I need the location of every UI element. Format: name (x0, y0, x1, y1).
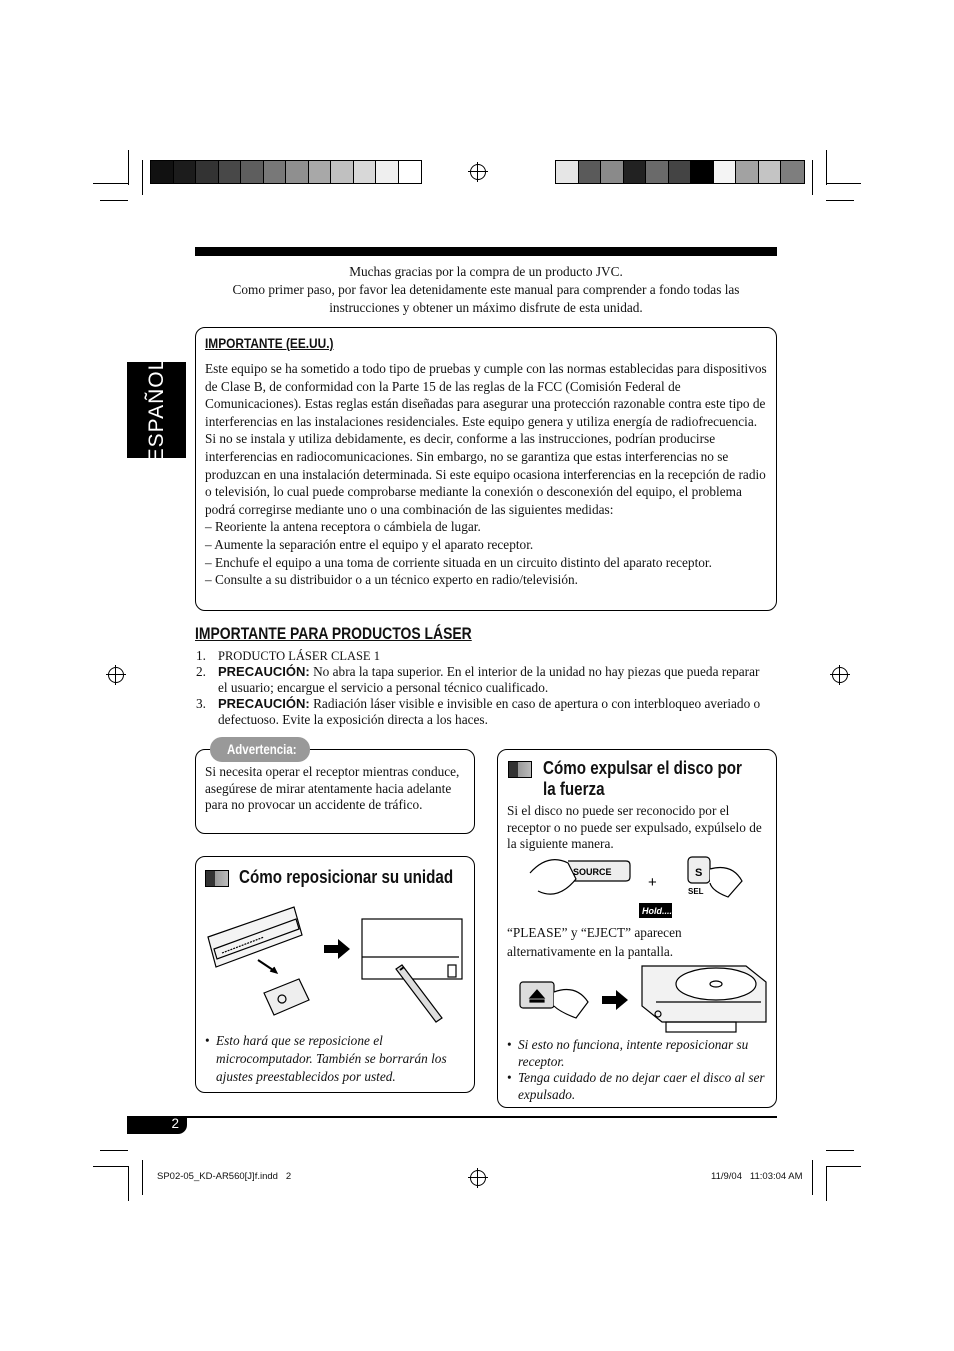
arrow-icon (602, 990, 628, 1010)
color-swatch (579, 161, 602, 183)
color-swatch (286, 161, 309, 183)
bottom-rule (187, 1116, 777, 1118)
eject-note: • Si esto no funciona, intente reposicionar su receptor. (507, 1037, 772, 1070)
laser-heading: IMPORTANTE PARA PRODUCTOS LÁSER (195, 624, 472, 643)
color-swatch (781, 161, 804, 183)
eject-intro: Si el disco no puede ser reconocido por el receptor o no puede ser expulsado, expúlselo de la siguiente manera. (507, 803, 762, 851)
color-swatch (376, 161, 399, 183)
color-swatch (399, 161, 422, 183)
important-us-box (195, 327, 777, 611)
color-swatch (219, 161, 242, 183)
footer-file: SP02-05_KD-AR560[J]f.indd 2 (157, 1171, 292, 1182)
registration-mark-bottom (470, 1170, 486, 1186)
color-swatch (624, 161, 647, 183)
eject-title: Cómo expulsar el disco por la fuerza (543, 757, 742, 799)
laser-list (196, 648, 766, 728)
important-us-paragraph: Este equipo se ha sometido a todo tipo de pruebas y cumple con las normas establecidas para dispositivos de Clase B, de conformidad con la Parte 15 de las reglas de la FCC (Comisión Federal de Comunicaciones). Estas reglas están diseñadas para asegurar una protección razonable contra este tipo de interferencias en las instalaciones residenciales. Este equipo genera y utiliza energía de radiofrecuencia. Si no se instala y utiliza debidamente, es decir, conforme a las instrucciones, podrían producirse interferencias en radiocomunicaciones. Sin embargo, no se garantiza que estas interferencias no se produzcan en una instalación determinada. Si este equipo ocasiona interferencias en la recepción de radio o televisión, lo cual puede comprobarse mediante la conexión o desconexión del equipo, el problema podrá corregirse mediante uno o una combinación de las siguientes medidas: (205, 361, 767, 517)
reset-note: • Esto hará que se reposicione el microcomputador. También se borrarán los ajustes preestablecidos por usted. (205, 1032, 467, 1086)
color-swatch (241, 161, 264, 183)
important-us-body (205, 360, 771, 589)
reset-box (195, 856, 475, 1093)
eject-illustration (516, 962, 771, 1042)
registration-mark-top (470, 164, 486, 180)
intro-line-2: Como primer paso, por favor lea detenidamente este manual para comprender a fondo todas las instrucciones y obtener un máximo disfrute de esta unidad. (232, 282, 740, 315)
color-swatch (264, 161, 287, 183)
eject-display-text: “PLEASE” y “EJECT” aparecen alternativamente en la pantalla. (507, 925, 682, 959)
registration-mark-right (832, 667, 848, 683)
measure-item: – Consulte a su distribuidor o a un técnico experto en radio/televisión. (205, 572, 578, 588)
intro-text (196, 263, 776, 317)
eject-button-icon (520, 982, 588, 1018)
reset-illustration (204, 897, 469, 1032)
color-bar-right (555, 160, 805, 184)
eject-note: • Tenga cuidado de no dejar caer el disco al ser expulsado. (507, 1070, 772, 1103)
intro-line-1: Muchas gracias por la compra de un producto JVC. (349, 264, 623, 279)
important-us-heading: IMPORTANTE (EE.UU.) (205, 336, 334, 351)
color-swatch (309, 161, 332, 183)
section-marker-icon (205, 870, 229, 887)
plus-sign: + (648, 874, 657, 891)
color-swatch (601, 161, 624, 183)
arrow-icon (324, 939, 350, 959)
measure-item: – Aumente la separación entre el equipo y el aparato receptor. (205, 536, 534, 552)
disc-ejecting-icon (642, 966, 766, 1032)
page-number: 2 (171, 1116, 179, 1131)
hold-label: Hold.... (642, 906, 672, 916)
laser-item-3: 3. PRECAUCIÓN: Radiación láser visible e invisible en caso de apertura o con interbloqueo averiado o defectuoso. Evite la exposición directa a los haces. (196, 696, 761, 727)
language-tab: ESPAÑOL (127, 362, 186, 458)
measure-item: – Enchufe el equipo a una toma de corriente situada en un circuito distinto del aparato receptor. (205, 554, 712, 570)
measure-item: – Reoriente la antena receptora o cámbiela de lugar. (205, 519, 481, 535)
eject-buttons-illustration (528, 853, 768, 923)
sel-label: SEL (688, 887, 704, 896)
receiver-icon (208, 907, 309, 1015)
color-swatch (714, 161, 737, 183)
footer-date: 11/9/04 11:03:04 AM (711, 1171, 803, 1182)
color-swatch (736, 161, 759, 183)
color-swatch (669, 161, 692, 183)
warning-text: Si necesita operar el receptor mientras conduce, asegúrese de mirar atentamente hacia adelante para no provocar un accidente de tráfico. (205, 764, 460, 812)
reset-title: Cómo reposicionar su unidad (239, 866, 454, 887)
color-swatch (646, 161, 669, 183)
reset-notes (205, 1032, 467, 1086)
warning-badge: Advertencia: (210, 737, 310, 762)
top-rule (195, 247, 777, 256)
registration-mark-left (108, 667, 124, 683)
s-label: S (695, 867, 703, 879)
laser-item-1: 1. PRODUCTO LÁSER CLASE 1 (196, 648, 380, 663)
color-swatch (691, 161, 714, 183)
color-bar-left (150, 160, 422, 184)
color-swatch (556, 161, 579, 183)
color-swatch (759, 161, 782, 183)
reset-button-pen-icon (362, 919, 462, 1022)
eject-box (497, 749, 777, 1108)
eject-notes (507, 1037, 772, 1103)
source-label: SOURCE (573, 867, 612, 877)
color-swatch (151, 161, 174, 183)
color-swatch (331, 161, 354, 183)
color-swatch (196, 161, 219, 183)
color-swatch (354, 161, 377, 183)
page-number-tab (127, 1116, 187, 1134)
laser-item-2: 2. PRECAUCIÓN: No abra la tapa superior. En el interior de la unidad no hay piezas que pueda reparar el usuario; encargue el servicio a personal técnico cualificado. (196, 664, 760, 695)
section-marker-icon (508, 761, 532, 778)
color-swatch (174, 161, 197, 183)
